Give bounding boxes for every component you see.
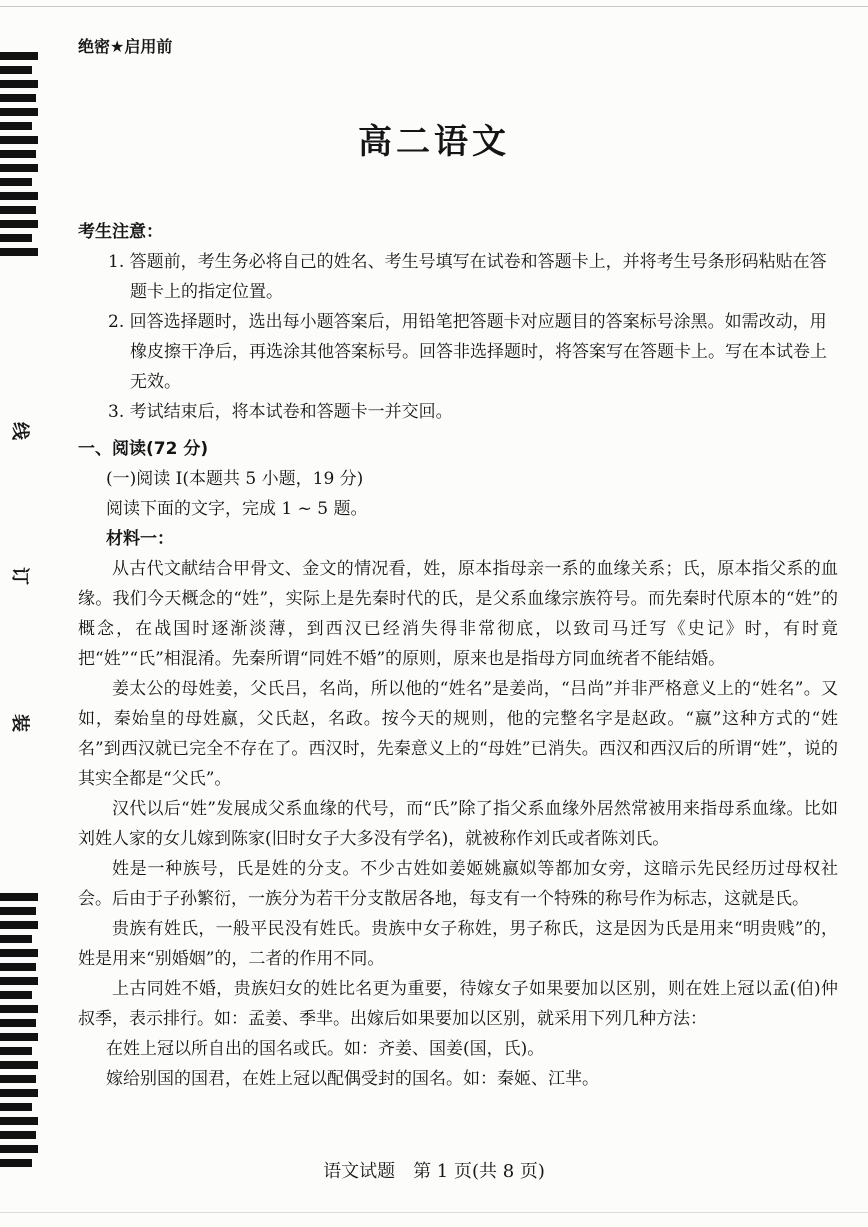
passage-paragraph: 从古代文献结合甲骨文、金文的情况看，姓，原本指母亲一系的血缘关系；氏，原本指父系的血缘。我们今天概念的“姓”，实际上是先秦时代的氏，是父系血缘宗族符号。而先秦时代原本的“姓”的概念，在战国时逐渐淡薄，到西汉已经消失得非常彻底，以致司马迁写《史记》时，有时竟把“姓”“氏”相混淆。先秦所谓“同姓不婚”的原则，原来也是指母方同血统者不能结婚。 <box>78 559 838 669</box>
stripe <box>0 1019 36 1027</box>
section-title: 一、阅读(72 分) <box>78 439 209 459</box>
stripe <box>0 1033 38 1041</box>
stripe <box>0 977 38 985</box>
margin-label-zhuang: 装 <box>12 711 30 732</box>
stripe <box>0 907 36 915</box>
material-label: 材料一： <box>106 529 174 549</box>
stripe <box>0 1131 36 1139</box>
margin-label-ding: 订 <box>12 564 30 585</box>
stripe <box>0 921 38 929</box>
stripe <box>0 949 38 957</box>
passage-paragraph: 贵族有姓氏，一般平民没有姓氏。贵族中女子称姓，男子称氏，这是因为氏是用来“明贵贱”的，姓是用来“别婚姻”的，二者的作用不同。 <box>78 919 838 969</box>
stripe <box>0 1117 38 1125</box>
stripe <box>0 1061 38 1069</box>
passage-line: 嫁给别国的国君，在姓上冠以配偶受封的国名。如：秦姬、江芈。 <box>106 1069 599 1089</box>
notice-item: 1. 答题前，考生务必将自己的姓名、考生号填写在试卷和答题卡上，并将考生号条形码粘贴在答题卡上的指定位置。 <box>108 252 827 302</box>
stripe <box>0 1089 38 1097</box>
stripe <box>0 178 32 186</box>
stripe <box>0 1005 38 1013</box>
stripe <box>0 963 36 971</box>
stripe <box>0 206 36 214</box>
stripe <box>0 94 36 102</box>
passage-line: 在姓上冠以所自出的国名或氏。如：齐姜、国姜(国，氏)。 <box>106 1039 545 1059</box>
bottom-rule <box>0 1212 868 1213</box>
notice-item: 2. 回答选择题时，选出每小题答案后，用铅笔把答题卡对应题目的答案标号涂黑。如需改动，用橡皮擦干净后，再选涂其他答案标号。回答非选择题时，将答案写在答题卡上。写在本试卷上无效。 <box>108 312 827 392</box>
page-footer: 语文试题 第 1 页(共 8 页) <box>323 1161 545 1182</box>
reading-section <box>78 434 838 1094</box>
candidate-notice <box>78 217 838 427</box>
notice-item: 3. 考试结束后，将本试卷和答题卡一并交回。 <box>108 402 453 422</box>
subsection-title: (一)阅读 I(本题共 5 小题，19 分) <box>106 469 364 489</box>
passage-paragraph: 汉代以后“姓”发展成父系血缘的代号，而“氏”除了指父系血缘外居然常被用来指母系血缘。比如刘姓人家的女儿嫁到陈家(旧时女子大多没有学名)，就被称作刘氏或者陈刘氏。 <box>78 799 838 849</box>
passage-paragraph: 姓是一种族号，氏是姓的分支。不少古姓如姜姬姚嬴姒等都加女旁，这暗示先民经历过母权社会。后由于子孙繁衍，一族分为若干分支散居各地，每支有一个特殊的称号作为标志，这就是氏。 <box>78 859 838 909</box>
stripe <box>0 164 38 172</box>
margin-label-xian: 线 <box>12 419 30 440</box>
notice-heading: 考生注意： <box>78 222 163 242</box>
stripe <box>0 1103 32 1111</box>
passage-paragraph: 上古同姓不婚，贵族妇女的姓比名更为重要，待嫁女子如果要加以区别，则在姓上冠以孟(伯)仲叔季，表示排行。如：孟姜、季芈。出嫁后如果要加以区别，就采用下列几种方法： <box>78 979 838 1029</box>
stripe <box>0 248 38 256</box>
confidential-note: 绝密★启用前 <box>78 37 173 56</box>
stripe <box>0 52 38 60</box>
stripe <box>0 192 38 200</box>
stripe <box>0 80 38 88</box>
stripe <box>0 1075 36 1083</box>
passage-paragraph: 姜太公的母姓姜，父氏吕，名尚，所以他的“姓名”是姜尚，“吕尚”并非严格意义上的“姓名”。又如，秦始皇的母姓嬴，父氏赵，名政。按今天的规则，他的完整名字是赵政。“嬴”这种方式的“姓名”到西汉就已完全不存在了。西汉时，先秦意义上的“母姓”已消失。西汉和西汉后的所谓“姓”，说的其实全都是“父氏”。 <box>78 679 838 789</box>
stripe <box>0 66 32 74</box>
stripe <box>0 1145 38 1153</box>
instruction: 阅读下面的文字，完成 1 ~ 5 题。 <box>106 499 368 519</box>
stripe <box>0 1047 32 1055</box>
top-rule <box>0 6 868 7</box>
page-title: 高二语文 <box>358 122 510 162</box>
stripe <box>0 234 32 242</box>
binding-stripes-bottom <box>0 893 38 1173</box>
stripe <box>0 991 32 999</box>
stripe <box>0 935 32 943</box>
stripe <box>0 893 38 901</box>
stripe <box>0 220 38 228</box>
